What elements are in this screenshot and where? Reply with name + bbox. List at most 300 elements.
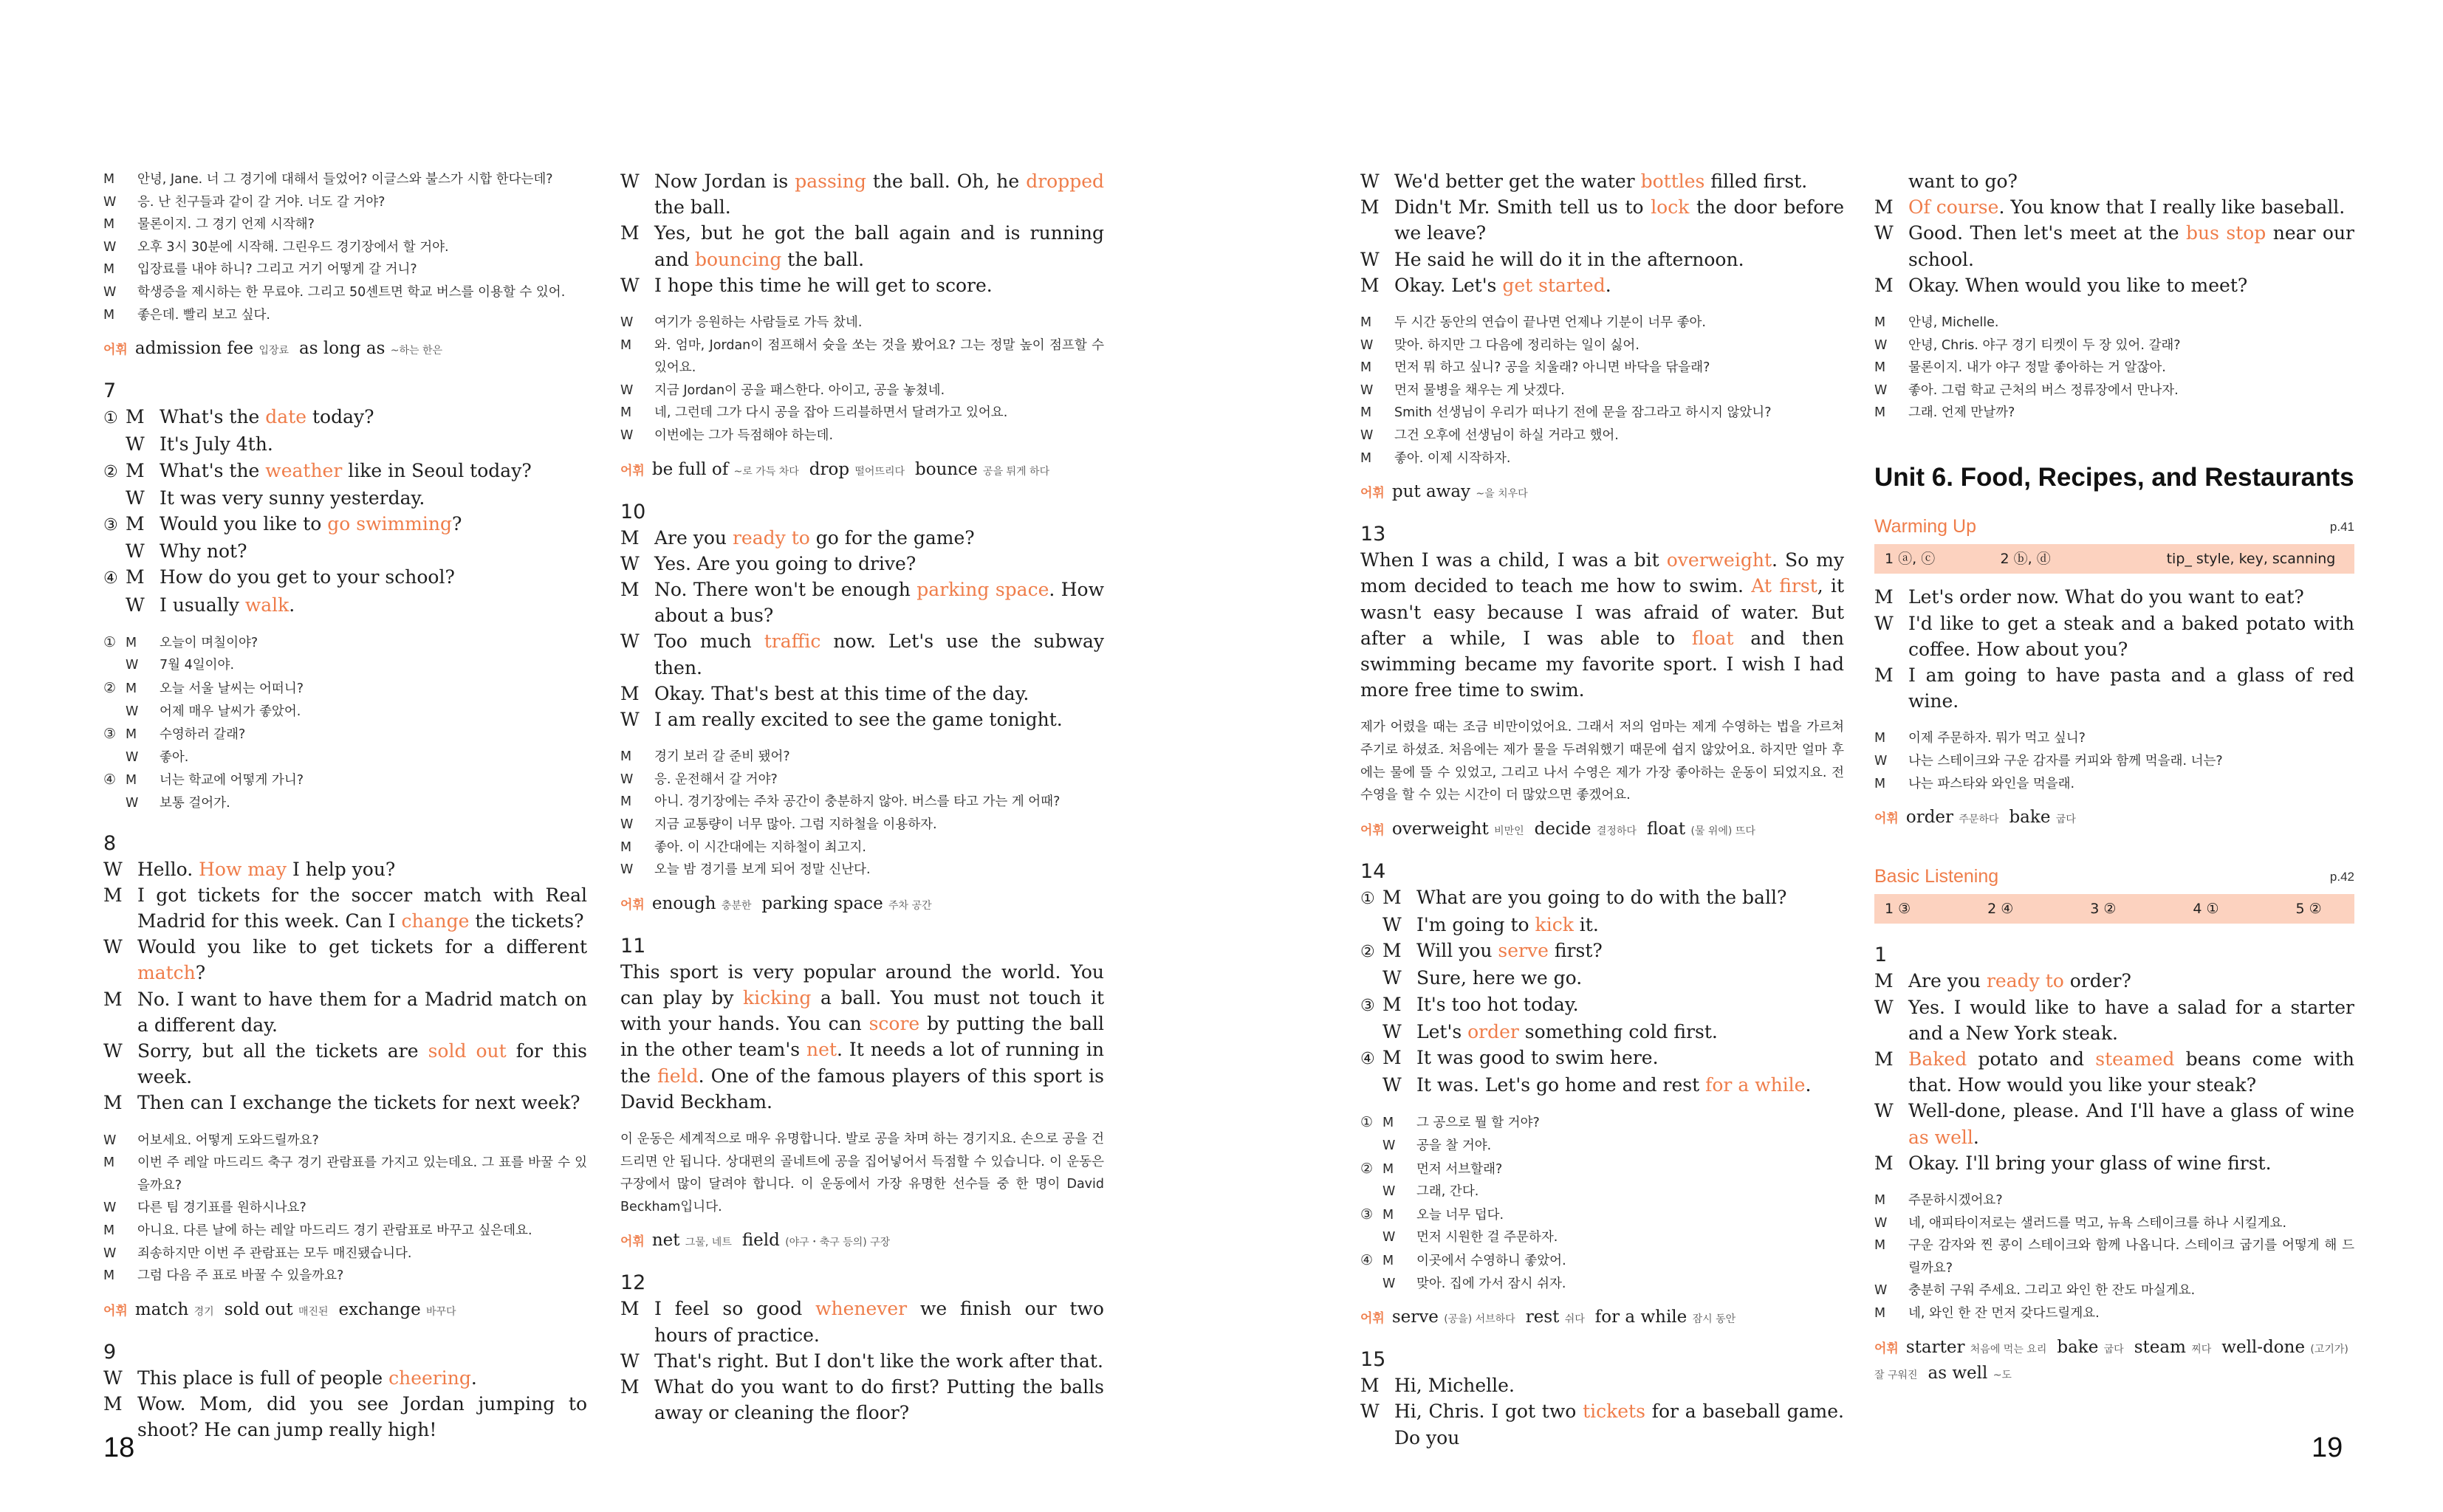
dialogue-text: No. I want to have them for a Madrid match on a different day.: [137, 988, 587, 1036]
dialogue-text: I'm going to kick it.: [1416, 913, 1599, 935]
speaker-label: M: [1360, 1375, 1380, 1397]
dialogue-line: [620, 168, 1104, 220]
translation-text: 오늘 너무 덥다.: [1416, 1207, 1504, 1223]
highlight-word: dropped: [1026, 171, 1104, 192]
korean-translation: 제가 어렸을 때는 조금 비만이었어요. 그래서 저의 엄마는 제게 수영하는 법을 가르쳐주기로 하셨죠. 처음에는 제가 물을 두려워했기 때문에 쉽지 않았어요. 하지만 얼마 후에는 물에 뜰 수 있었고, 그리고 나서 수영은 제가 가장 좋아하는 운동이 되었지요. 전 수영을 할 수 있는 시간이 더 많았으면 좋겠어요.: [1360, 720, 1844, 803]
highlight-word: go swimming: [327, 512, 452, 535]
highlight-word: ready to: [1986, 970, 2064, 992]
question-number: 11: [620, 934, 646, 958]
dialogue-text: He said he will do it in the afternoon.: [1394, 248, 1744, 270]
vocab-meaning: ~하는 한은: [390, 345, 443, 357]
translation-text: 공을 찰 거야.: [1416, 1138, 1492, 1153]
vocab-meaning: (공을) 서브하다: [1444, 1313, 1515, 1326]
translation-text: 이번에는 그가 득점해야 하는데.: [654, 427, 834, 443]
highlight-word: change: [401, 910, 470, 932]
question-number: 13: [1360, 523, 1386, 546]
section-header: [1874, 514, 2354, 540]
dialogue-text: It was. Let's go home and rest for a while.: [1416, 1074, 1812, 1096]
translation-text: 먼저 서브할래?: [1416, 1161, 1503, 1177]
highlight-word: steamed: [2095, 1048, 2175, 1070]
speaker-label: M: [1874, 1305, 1886, 1321]
translation-text: 네, 그런데 그가 다시 공을 잡아 드리블하면서 달려가고 있어요.: [654, 405, 1008, 421]
vocab-tag: 어휘: [1360, 1311, 1385, 1327]
speaker-label: M: [1874, 360, 1886, 376]
dialogue-text: Let's order something cold first.: [1416, 1020, 1718, 1042]
dialogue-text: I hope this time he will get to score.: [654, 274, 993, 296]
translation-line: [103, 769, 587, 792]
dialogue-text: Okay. That's best at this time of the day.: [654, 682, 1029, 704]
speaker-label: M: [103, 307, 115, 323]
translation-line: [103, 1197, 587, 1220]
speaker-label: W: [1874, 337, 1888, 353]
translation-text: 안녕, Chris. 야구 경기 티켓이 두 장 있어. 갈래?: [1908, 337, 2181, 353]
speaker-label: W: [1360, 427, 1374, 443]
highlight-word: order: [1467, 1020, 1519, 1042]
vocab-meaning: (고기가) 잘 구워진: [1874, 1343, 2348, 1381]
translation-line: [103, 168, 587, 191]
translation-text: 좋아. 이제 시작하자.: [1394, 450, 1511, 466]
speaker-label: W: [126, 487, 145, 509]
translation-line: [620, 746, 1104, 769]
dialogue-text: Wow. Mom, did you see Jordan jumping to shoot? He can jump really high!: [137, 1392, 587, 1441]
answer-item: 1 ⓐ, ⓒ: [1885, 550, 1936, 567]
translation-line: [620, 379, 1104, 402]
translation-text: 지금 Jordan이 공을 패스한다. 아이고, 공을 놓쳤네.: [654, 382, 945, 398]
dialogue-line: [1874, 168, 2354, 194]
translation-line: [1360, 357, 1844, 379]
translation-text: 그래, 간다.: [1416, 1184, 1479, 1200]
speaker-label: M: [620, 405, 632, 421]
option-number: ③: [103, 515, 118, 535]
korean-translation: [103, 1130, 587, 1288]
translation-text: 그건 오후에 선생님이 하실 거라고 했어.: [1394, 427, 1619, 443]
speaker-label: M: [620, 839, 632, 855]
speaker-label: W: [126, 704, 139, 719]
vocab-word: sold out: [224, 1299, 293, 1319]
english-dialogue: [1360, 884, 1844, 1099]
dialogue-line: [1874, 584, 2354, 610]
highlight-word: walk: [244, 594, 289, 616]
korean-translation: [1360, 1111, 1844, 1295]
speaker-label: M: [103, 172, 115, 187]
answer-item: 5 ②: [2295, 900, 2322, 917]
highlight-word: sold out: [428, 1040, 507, 1062]
speaker-label: M: [620, 222, 640, 244]
dialogue-text: It was good to swim here.: [1416, 1046, 1659, 1068]
vocab-word: steam: [2134, 1337, 2186, 1357]
vocab-meaning: 떨어뜨리다: [854, 465, 905, 478]
dialogue-line: [620, 1348, 1104, 1374]
highlight-word: cheering: [388, 1367, 471, 1389]
vocab-word: bake: [2057, 1337, 2099, 1357]
vocab-word: net: [651, 1231, 680, 1251]
dialogue-line: [1874, 1098, 2354, 1150]
speaker-label: W: [1360, 1401, 1380, 1423]
speaker-label: W: [1360, 382, 1374, 398]
highlight-word: At first: [1751, 575, 1817, 597]
dialogue-line: [1360, 992, 1844, 1019]
speaker-label: M: [1382, 1161, 1394, 1177]
translation-line: [1360, 1111, 1844, 1135]
vocab-meaning: 바꾸다: [426, 1305, 456, 1318]
option-number: ①: [103, 409, 118, 428]
vocab-word: serve: [1391, 1307, 1439, 1327]
dialogue-line: [620, 551, 1104, 577]
highlight-word: Of course: [1908, 196, 1999, 219]
speaker-label: W: [1874, 996, 1894, 1018]
vocab-word: as long as: [299, 339, 386, 359]
korean-translation: [1360, 312, 1844, 470]
translation-text: 나는 파스타와 와인을 먹을래.: [1908, 776, 2075, 791]
translation-text: 그 공으로 뭘 할 거야?: [1416, 1116, 1540, 1131]
vocab-line: [1874, 805, 2354, 831]
speaker-label: M: [1874, 776, 1886, 791]
translation-line: [1360, 379, 1844, 402]
highlight-word: for a while: [1705, 1074, 1806, 1096]
korean-translation: 이 운동은 세계적으로 매우 유명합니다. 발로 공을 차며 하는 경기지요. 손으로 공을 건드리면 안 됩니다. 상대편의 골네트에 공을 집어넣어서 득점할 수 있습니다. 이 운동은 구장에서 많이 달려야 합니다. 이 운동에서 가장 유명한 선수들 중 한 명이 David Beckham입니다.: [620, 1131, 1104, 1214]
dialogue-line: [1360, 1019, 1844, 1045]
translation-line: [103, 1130, 587, 1152]
dialogue-line: [1874, 994, 2354, 1046]
highlight-word: kicking: [742, 986, 812, 1008]
dialogue-text: want to go?: [1908, 171, 2018, 192]
translation-line: [1874, 773, 2354, 796]
speaker-label: M: [1874, 1152, 1894, 1174]
vocab-line: [103, 1298, 587, 1324]
dialogue-line: [1874, 272, 2354, 298]
speaker-label: W: [1360, 248, 1380, 270]
dialogue-line: [1360, 1072, 1844, 1098]
translation-line: [620, 402, 1104, 425]
translation-line: [103, 258, 587, 281]
highlight-word: as well: [1908, 1126, 1973, 1148]
vocab-meaning: (야구・축구 등의) 구장: [785, 1237, 891, 1249]
translation-line: [1874, 1279, 2354, 1302]
translation-line: [1874, 750, 2354, 773]
top-korean-dialogue: [103, 168, 587, 326]
dialogue-text: Of course. You know that I really like baseball.: [1908, 196, 2346, 219]
dialogue-line: [103, 986, 587, 1038]
dialogue-text: Sure, here we go.: [1416, 967, 1583, 989]
speaker-label: M: [126, 773, 137, 788]
translation-line: [620, 814, 1104, 836]
speaker-label: M: [103, 988, 123, 1010]
speaker-label: W: [1874, 612, 1894, 634]
dialogue-text: What's the date today?: [160, 406, 374, 428]
page-reference: p.42: [2329, 870, 2354, 884]
speaker-label: W: [103, 194, 117, 210]
page-number-left: 18: [103, 1432, 135, 1463]
speaker-label: W: [620, 315, 634, 331]
vocab-word: well-done: [2221, 1337, 2306, 1357]
dialogue-line: [1874, 662, 2354, 714]
dialogue-line: [1874, 220, 2354, 272]
dialogue-line: [1360, 938, 1844, 965]
translation-line: [1360, 425, 1844, 447]
speaker-label: W: [126, 658, 139, 673]
question-number: 12: [620, 1271, 646, 1295]
translation-line: [1874, 1212, 2354, 1235]
speaker-label: W: [1360, 337, 1374, 353]
translation-text: 7월 4일이야.: [160, 658, 235, 673]
speaker-label: M: [1874, 586, 1894, 608]
dialogue-line: [1360, 884, 1844, 912]
page-reference: p.41: [2329, 520, 2354, 535]
korean-translation: [1874, 312, 2354, 425]
vocab-line: [1874, 1336, 2354, 1387]
translation-text: 이곳에서 수영하니 좋았어.: [1416, 1253, 1566, 1268]
speaker-label: M: [126, 681, 137, 696]
speaker-label: M: [620, 1375, 640, 1398]
vocab-meaning: 경기: [193, 1305, 214, 1318]
answer-bar: [1874, 894, 2354, 924]
speaker-label: W: [103, 1367, 123, 1389]
translation-line: [103, 236, 587, 259]
speaker-label: W: [620, 427, 634, 443]
dialogue-line: [103, 458, 587, 485]
vocab-word: bake: [2009, 808, 2051, 828]
translation-line: [103, 677, 587, 701]
speaker-label: M: [126, 459, 145, 481]
translation-line: [103, 1265, 587, 1288]
speaker-label: W: [126, 795, 139, 811]
speaker-label: M: [620, 1298, 640, 1320]
translation-text: 죄송하지만 이번 주 관람표는 모두 매진됐습니다.: [137, 1245, 412, 1261]
dialogue-line: [103, 511, 587, 538]
translation-line: [1874, 379, 2354, 402]
vocab-meaning: 굽다: [2103, 1343, 2124, 1355]
speaker-label: M: [126, 727, 137, 743]
speaker-label: W: [103, 1200, 117, 1216]
translation-text: 맞아. 집에 가서 잠시 쉬자.: [1416, 1276, 1566, 1291]
translation-text: 응. 운전해서 갈 거야?: [654, 772, 778, 787]
highlight-word: traffic: [764, 630, 821, 653]
vocab-tag: 어휘: [620, 897, 645, 913]
speaker-label: W: [620, 274, 640, 296]
answer-item: 2 ④: [1987, 900, 2014, 917]
highlight-word: serve: [1498, 940, 1549, 962]
speaker-label: W: [620, 382, 634, 398]
speaker-label: M: [126, 512, 145, 535]
option-number: ③: [1360, 1206, 1374, 1223]
english-dialogue: [1360, 1372, 1844, 1451]
speaker-label: W: [103, 1040, 123, 1062]
vocab-line: [1360, 817, 1844, 843]
vocab-word: parking space: [761, 893, 883, 913]
translation-text: 좋아.: [160, 749, 189, 765]
dialogue-line: [1360, 272, 1844, 298]
dialogue-line: [1360, 1398, 1844, 1450]
question-number: 8: [103, 831, 117, 855]
speaker-label: M: [1382, 940, 1402, 962]
speaker-label: M: [1874, 274, 1894, 296]
speaker-label: W: [1874, 754, 1888, 769]
dialogue-line: [620, 628, 1104, 680]
speaker-label: W: [620, 817, 634, 832]
speaker-label: W: [126, 594, 145, 616]
dialogue-text: Well-done, please. And I'll have a glass of wine as well.: [1908, 1100, 2354, 1148]
vocab-word: bounce: [915, 459, 978, 479]
dialogue-text: What are you going to do with the ball?: [1416, 886, 1787, 908]
speaker-label: M: [620, 794, 632, 810]
translation-text: 좋은데. 빨리 보고 싶다.: [137, 307, 270, 323]
column-1: [103, 168, 587, 1443]
translation-text: 여기가 응원하는 사람들로 가득 찼네.: [654, 315, 863, 331]
translation-line: [103, 213, 587, 236]
translation-line: [103, 792, 587, 815]
translation-text: 안녕, Jane. 너 그 경기에 대해서 들었어? 이글스와 불스가 시합 한다는데?: [137, 172, 553, 187]
translation-line: [103, 1243, 587, 1265]
speaker-label: M: [1360, 360, 1372, 376]
dialogue-line: [1874, 1150, 2354, 1176]
vocab-meaning: 충분한: [721, 899, 752, 912]
section-header: [1874, 864, 2354, 890]
dialogue-text: Hi, Chris. I got two tickets for a baseball game. Do you: [1394, 1401, 1844, 1449]
highlight-word: bouncing: [694, 248, 782, 270]
vocab-line: [620, 1228, 1104, 1254]
translation-line: [1360, 1203, 1844, 1227]
speaker-label: M: [1874, 315, 1886, 331]
vocab-meaning: 그물, 네트: [685, 1237, 732, 1249]
option-number: ③: [1360, 996, 1375, 1015]
dialogue-text: I usually walk.: [160, 594, 295, 616]
vocab-word: rest: [1525, 1307, 1560, 1327]
english-dialogue: [620, 525, 1104, 733]
english-dialogue: [1874, 194, 2354, 298]
vocab-word: drop: [809, 459, 850, 479]
dialogue-text: I'd like to get a steak and a baked potato with coffee. How about you?: [1908, 612, 2354, 660]
dialogue-line: [103, 1038, 587, 1090]
translation-line: [1874, 334, 2354, 357]
translation-text: 안녕, Michelle.: [1908, 315, 1999, 331]
option-number: ②: [103, 679, 117, 696]
dialogue-text: Okay. When would you like to meet?: [1908, 274, 2248, 296]
dialogue-text: This place is full of people cheering.: [137, 1367, 477, 1389]
dialogue-line: [620, 1374, 1104, 1426]
translation-text: 네, 와인 한 잔 먼저 갖다드릴게요.: [1908, 1305, 2100, 1321]
speaker-label: M: [103, 1092, 123, 1114]
vocab-line: [620, 892, 1104, 918]
dialogue-line: [103, 431, 587, 457]
dialogue-text: Hi, Michelle.: [1394, 1375, 1515, 1397]
highlight-word: passing: [795, 171, 866, 192]
dialogue-text: I feel so good whenever we finish our two hours of practice.: [654, 1298, 1104, 1346]
dialogue-text: Then can I exchange the tickets for next week?: [137, 1092, 580, 1114]
dialogue-line: [103, 1365, 587, 1391]
vocab-word: match: [134, 1299, 189, 1319]
highlight-word: overweight: [1666, 549, 1772, 571]
column-4: [1874, 168, 2354, 1387]
translation-text: 좋아. 그럼 학교 근처의 버스 정류장에서 만나자.: [1908, 382, 2179, 398]
speaker-label: M: [103, 217, 115, 233]
translation-line: [1874, 1189, 2354, 1212]
question-number: 7: [103, 379, 117, 403]
translation-line: [1360, 312, 1844, 334]
vocab-line: [1360, 1305, 1844, 1331]
translation-text: 오늘 밤 경기를 보게 되어 정말 신난다.: [654, 862, 871, 878]
answer-item: 2 ⓑ, ⓓ: [2000, 550, 2051, 567]
question-number: 10: [620, 500, 646, 523]
dialogue-text: Would you like to get tickets for a different match?: [137, 936, 587, 984]
translation-line: [103, 654, 587, 677]
translation-text: Smith 선생님이 우리가 떠나기 전에 문을 잠그라고 하시지 않았니?: [1394, 405, 1772, 421]
option-number: ③: [103, 726, 117, 743]
dialogue-text: It's July 4th.: [160, 433, 273, 456]
korean-translation: [620, 746, 1104, 882]
dialogue-text: Yes, but he got the ball again and is running and bouncing the ball.: [654, 222, 1104, 270]
translation-line: [1874, 727, 2354, 750]
vocab-tag: 어휘: [1874, 811, 1899, 827]
vocab-meaning: 처음에 먹는 요리: [1970, 1343, 2047, 1355]
dialogue-line: [1360, 1045, 1844, 1072]
dialogue-line: [103, 538, 587, 564]
vocab-meaning: 찌다: [2191, 1343, 2212, 1355]
answer-item: 4 ①: [2193, 900, 2219, 917]
translation-line: [103, 281, 587, 304]
translation-text: 좋아. 이 시간대에는 지하철이 최고지.: [654, 839, 866, 855]
speaker-label: W: [103, 1245, 117, 1261]
section-title: Basic Listening: [1874, 866, 1999, 887]
english-dialogue: [1874, 968, 2354, 1176]
translation-text: 맞아. 하지만 그 다음에 정리하는 일이 싫어.: [1394, 337, 1639, 353]
translation-line: [1874, 402, 2354, 425]
column-3: [1360, 168, 1844, 1451]
speaker-label: M: [126, 406, 145, 428]
question-number: 14: [1360, 859, 1386, 883]
speaker-label: M: [620, 526, 640, 549]
korean-translation: [1874, 1189, 2354, 1325]
highlight-word: score: [868, 1013, 920, 1035]
highlight-word: tickets: [1583, 1401, 1645, 1423]
speaker-label: W: [103, 858, 123, 880]
translation-text: 수영하러 갈래?: [160, 727, 246, 743]
speaker-label: M: [1874, 970, 1894, 992]
vocab-tag: 어휘: [103, 343, 128, 358]
speaker-label: M: [103, 1268, 115, 1284]
vocab-word: put away: [1391, 482, 1471, 502]
translation-text: 어제 매우 날씨가 좋았어.: [160, 704, 301, 719]
vocab-meaning: 비만인: [1494, 825, 1524, 837]
dialogue-line: [103, 1391, 587, 1443]
option-number: ④: [1360, 1049, 1375, 1068]
highlight-word: Baked: [1908, 1048, 1967, 1070]
translation-text: 학생증을 제시하는 한 무료야. 그리고 50센트면 학교 버스를 이용할 수 있어.: [137, 284, 566, 300]
translation-text: 오늘 서울 날씨는 어떠니?: [160, 681, 304, 696]
dialogue-text: Good. Then let's meet at the bus stop near our school.: [1908, 222, 2355, 270]
vocab-word: decide: [1534, 819, 1591, 839]
vocab-meaning: ~을 치우다: [1476, 488, 1528, 501]
speaker-label: W: [1874, 222, 1894, 244]
dialogue-text: Why not?: [160, 540, 247, 563]
highlight-word: float: [1691, 627, 1734, 649]
speaker-label: M: [1360, 405, 1372, 421]
answer-bar: [1874, 544, 2354, 574]
vocab-word: enough: [651, 893, 716, 913]
translation-line: [620, 769, 1104, 791]
korean-translation: [103, 631, 587, 815]
speaker-label: W: [126, 749, 139, 765]
question-number: 15: [1360, 1348, 1386, 1372]
dialogue-line: [103, 934, 587, 986]
translation-text: 너는 학교에 어떻게 가니?: [160, 773, 304, 788]
vocab-meaning: 주문하다: [1959, 814, 1999, 826]
vocab-word: overweight: [1391, 819, 1489, 839]
dialogue-line: [103, 564, 587, 591]
translation-text: 네, 애피타이저로는 샐러드를 먹고, 뉴욕 스테이크를 하나 시킬게요.: [1908, 1215, 2287, 1231]
translation-line: [620, 334, 1104, 379]
translation-text: 이제 주문하자. 뭐가 먹고 싶니?: [1908, 731, 2086, 746]
dialogue-text: Now Jordan is passing the ball. Oh, he dropped the ball.: [654, 171, 1104, 219]
